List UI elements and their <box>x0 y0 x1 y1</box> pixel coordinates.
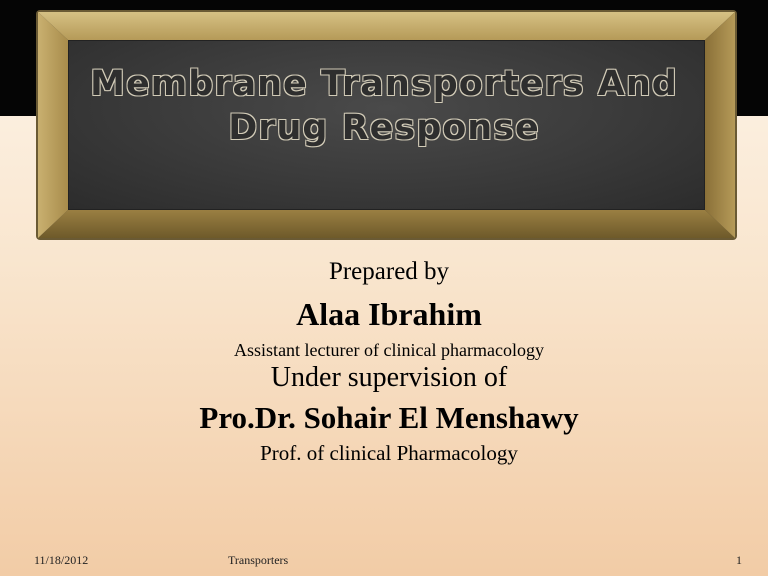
slide-title <box>0 62 768 150</box>
slide-title-line-2: Drug Response <box>228 108 540 148</box>
footer-date: 11/18/2012 <box>34 553 89 567</box>
supervisor-role: Prof. of clinical Pharmacology <box>260 441 518 465</box>
frame-bevel-top <box>38 12 735 40</box>
frame-bevel-bottom <box>38 210 735 238</box>
supervisor-name: Pro.Dr. Sohair El Menshawy <box>199 400 579 435</box>
under-supervision-label: Under supervision of <box>270 362 508 393</box>
prepared-by-label: Prepared by <box>328 258 450 285</box>
footer-page-number: 1 <box>736 553 742 567</box>
author-role: Assistant lecturer of clinical pharmacology <box>234 340 544 360</box>
slide-title-line-1: Membrane Transporters And <box>90 64 678 104</box>
author-name: Alaa Ibrahim <box>296 296 482 332</box>
footer-topic: Transporters <box>228 553 289 567</box>
